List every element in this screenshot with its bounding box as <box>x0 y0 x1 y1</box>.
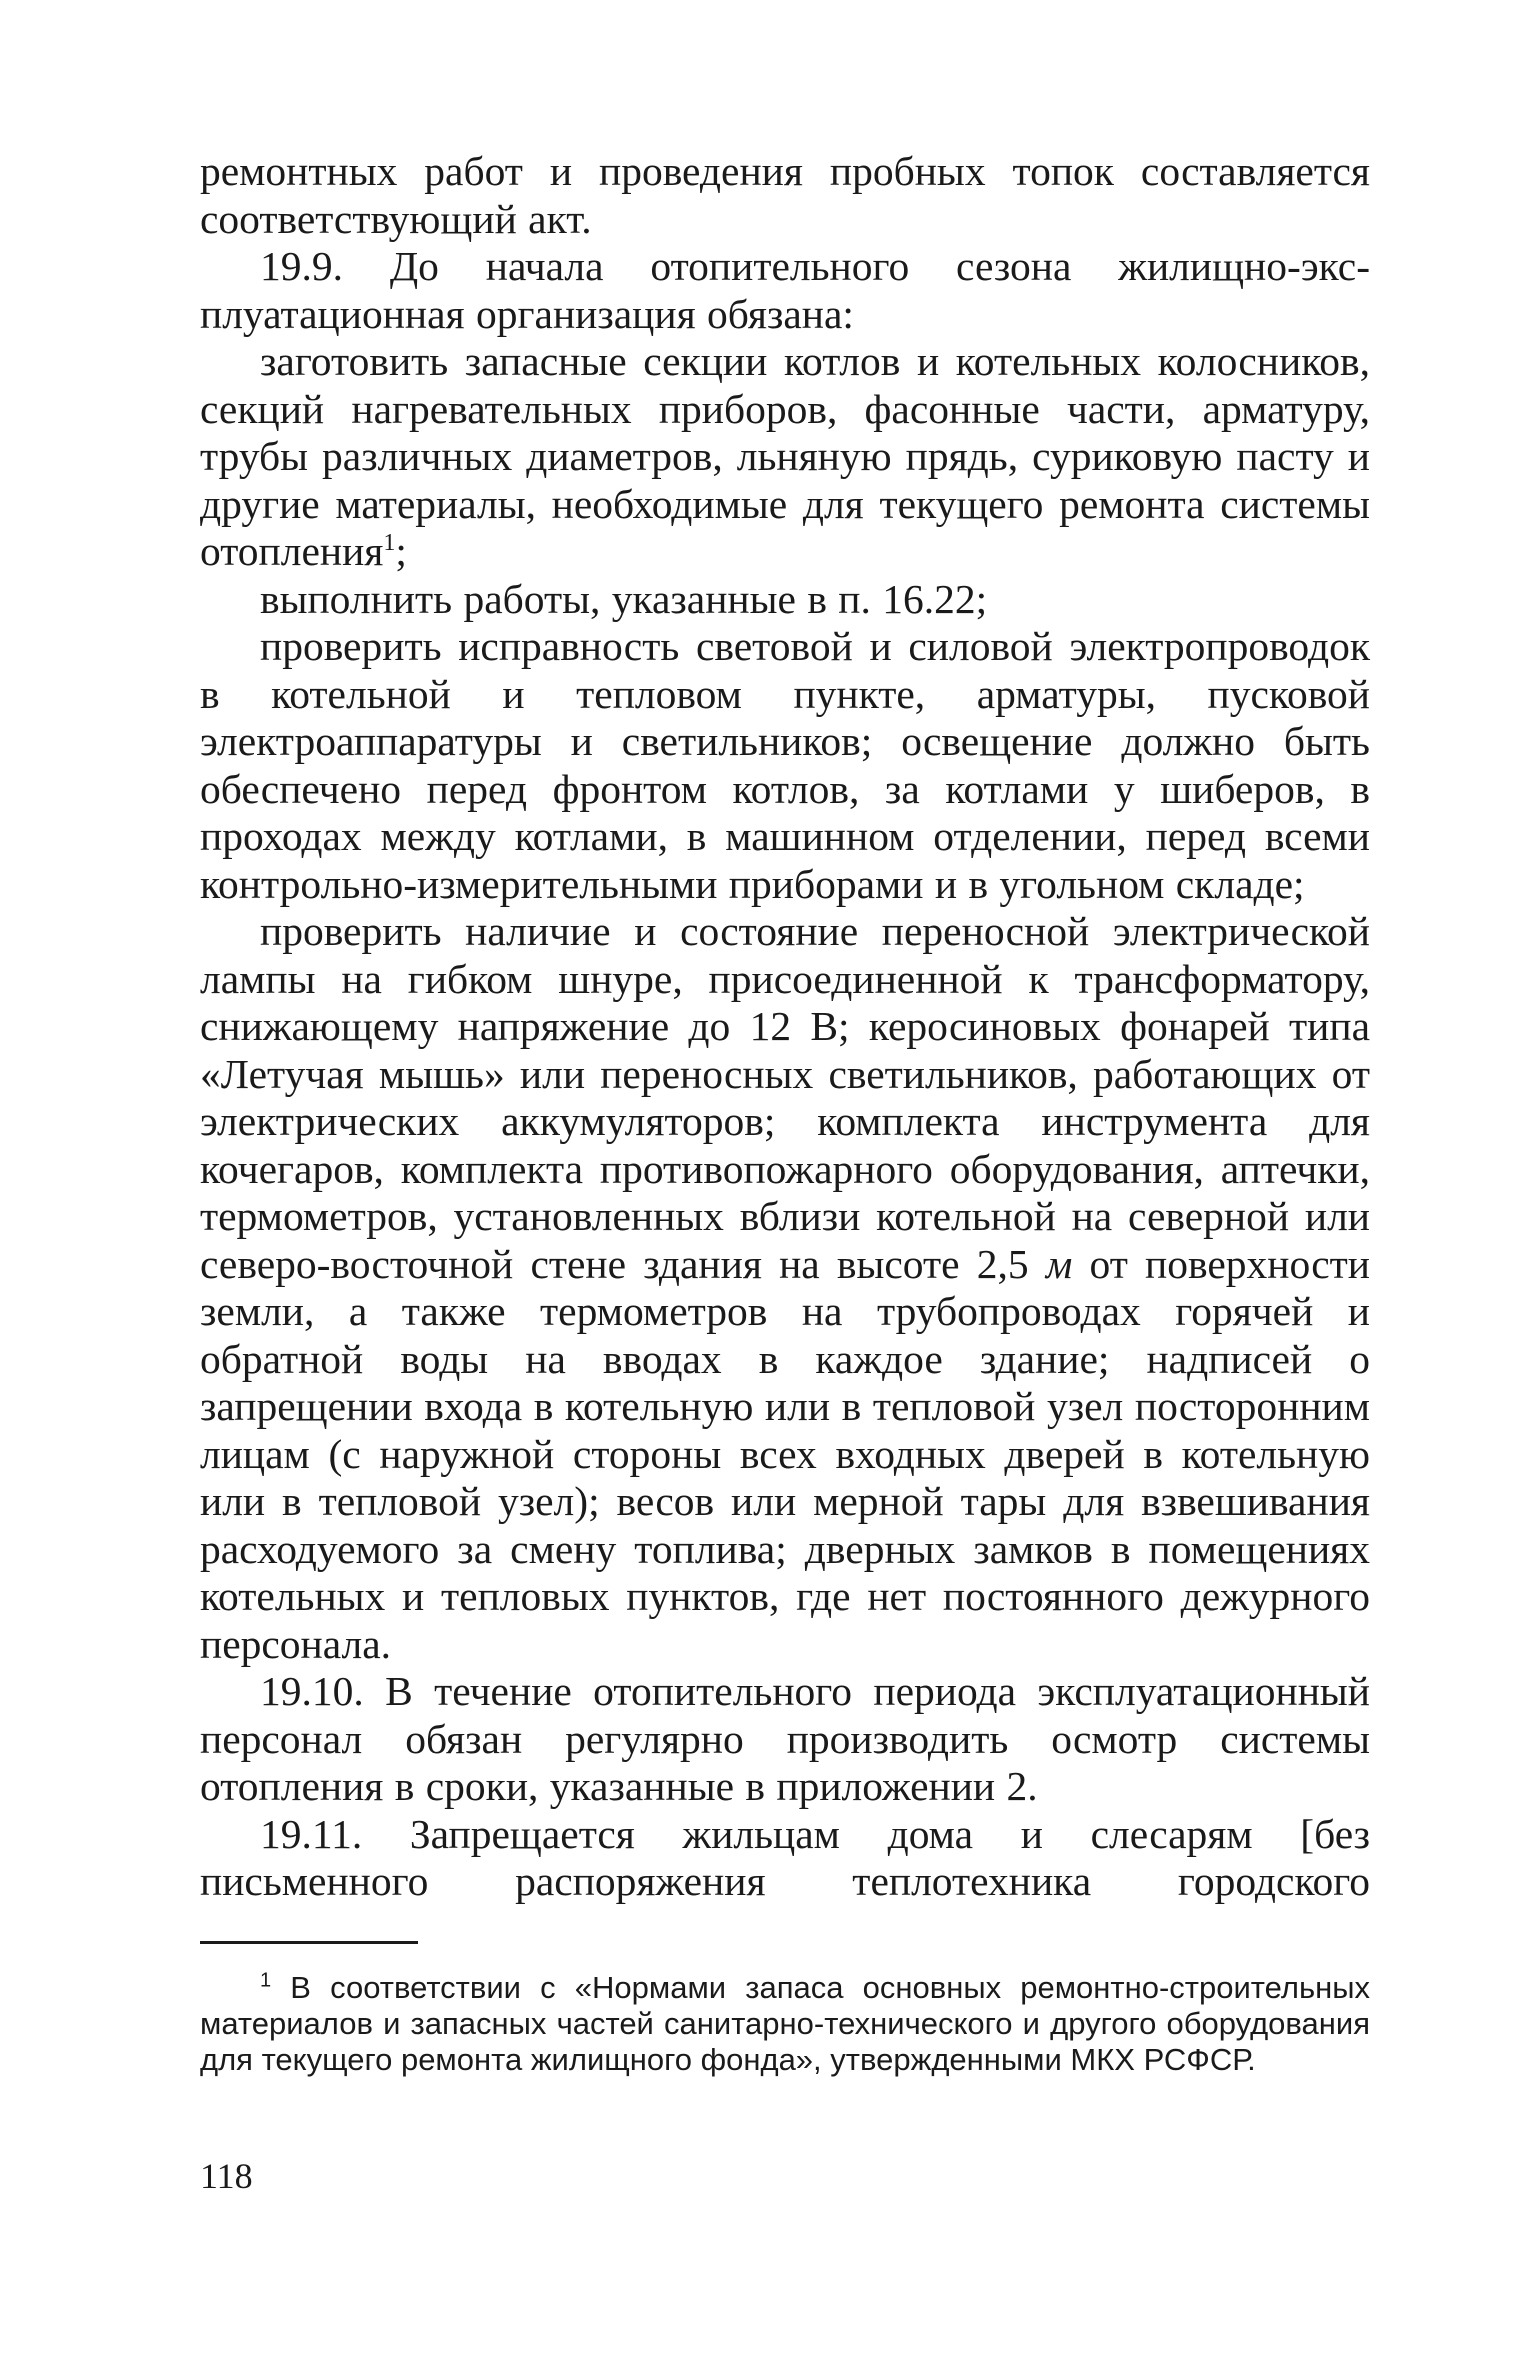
paragraph-text: До начала отопительного сезона жилищно-эксплуатационная организация обязана: <box>200 243 1371 337</box>
paragraph-check-wiring <box>200 623 1370 908</box>
paragraph-perform-work <box>200 576 1370 624</box>
footnote <box>200 1970 1370 2078</box>
paragraph-19-10 <box>200 1668 1370 1811</box>
clause-number: 19.11. <box>260 1810 363 1857</box>
paragraph-19-11 <box>200 1811 1370 1906</box>
clause-number: 19.9. <box>260 243 343 289</box>
footnote-divider <box>200 1941 418 1944</box>
paragraph-text-end: ; <box>395 528 407 574</box>
paragraph-text: проверить наличие и состояние переносной электрической лампы на гибком шнуре, присоединенной к трансформатору, снижающему напряжение до 12 В; керосиновых фонарей типа «Летучая мышь» или переносных светильников, работающих от электрических аккумуляторов; комплекта инструмента для кочегаров, комплекта противопожарного оборудования, аптечки, термометров, установленных вблизи котельной на северной или северо-восточной стене здания на высоте 2,5 <box>200 908 1370 1287</box>
paragraph-text: ремонтных работ и проведения пробных топок составляется соответствующий акт. <box>200 148 1370 242</box>
page-number: 118 <box>200 2156 253 2196</box>
paragraph-text: выполнить работы, указанные в п. 16.22; <box>260 575 988 622</box>
paragraph-text: проверить исправность световой и силовой электропроводок в котельной и тепловом пункте, арматуры, пусковой электроаппаратуры и светильников; освещение должно быть обеспечено перед фронтом котлов, за котлами у шиберов, в проходах между котлами, в машинном отделении, перед всеми контрольно-измерительными приборами и в угольном складе; <box>200 623 1370 907</box>
paragraph-text: заготовить запасные секции котлов и котельных колосников, секций нагревательных приборов, фасонные части, арматуру, трубы различных диаметров, льняную прядь, суриковую пасту и другие материалы, необходимые для текущего ремонта системы отопления <box>200 338 1370 574</box>
paragraph-text: Запрещается жильцам дома и слесарям [без письменного распоряжения теплотехника городского <box>200 1810 1371 1904</box>
paragraph-check-equipment <box>200 908 1370 1668</box>
paragraph-text: от поверхности земли, а также термометров на трубопроводах горячей и обратной воды на вводах в каждое здание; надписей о запрещении входа в котельную или в тепловой узел посторонним лицам (с наружной стороны всех входных дверей в котельную или в тепловой узел); весов или мерной тары для взвешивания расходуемого за смену топлива; дверных замков в помещениях котельных и тепловых пунктов, где нет постоянного дежурного персонала. <box>200 1240 1371 1667</box>
paragraph-text: В течение отопительного периода эксплуатационный персонал обязан регулярно производить осмотр системы отопления в сроки, указанные в приложении 2. <box>200 1668 1370 1809</box>
paragraph-spare-parts <box>200 338 1370 576</box>
paragraph-continuation <box>200 148 1370 243</box>
paragraph-19-9 <box>200 243 1370 338</box>
footnote-text: В соответствии с «Нормами запаса основных ремонтно-строительных материалов и запасных частей санитарно-технического и другого оборудования для текущего ремонта жилищного фонда», утвержденными МКХ РСФСР. <box>200 1970 1370 2077</box>
clause-number: 19.10. <box>260 1668 364 1714</box>
footnote-reference: 1 <box>383 530 396 557</box>
page-body <box>200 148 1370 1906</box>
unit-label: м <box>1045 1240 1073 1287</box>
footnote-marker: 1 <box>260 1969 272 1992</box>
